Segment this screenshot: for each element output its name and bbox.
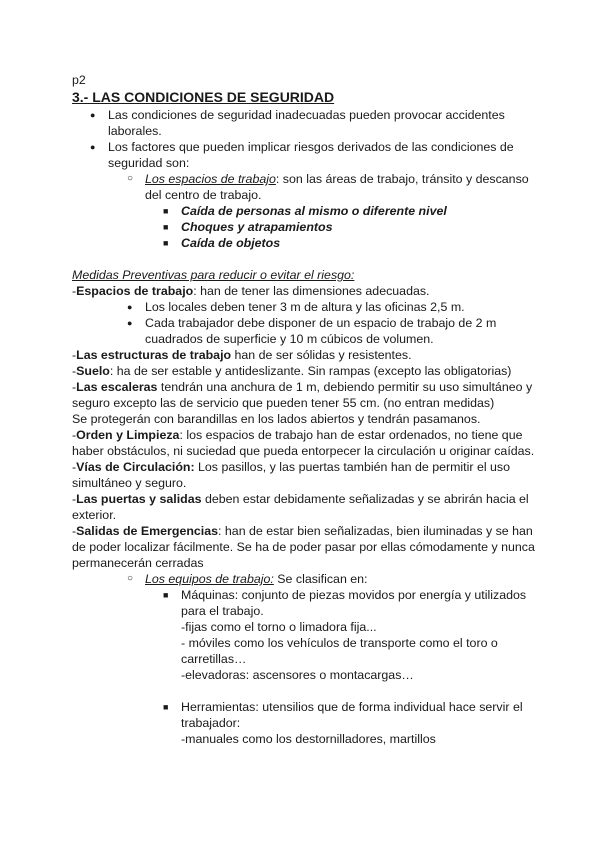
bullet-dot-icon: ●	[90, 110, 96, 120]
maquinas-line3: -fijas como el torno o limadora fija...	[181, 620, 377, 634]
vias-line2: simultáneo y seguro.	[72, 476, 187, 490]
bullet-dot-icon: ●	[127, 302, 133, 312]
estructuras-line	[72, 347, 412, 363]
dash: -	[72, 380, 77, 394]
espacios-def2: del centro de trabajo.	[145, 188, 262, 202]
espacios-trabajo-text: : han de tener las dimensiones adecuadas.	[193, 284, 430, 298]
dash: -	[72, 524, 77, 538]
herramientas-line3: -manuales como los destornilladores, martillos	[181, 732, 436, 746]
estructuras-label: Las estructuras de trabajo	[76, 348, 232, 362]
intro-bullet-2-line1: Los factores que pueden implicar riesgos derivados de las condiciones de	[108, 140, 514, 154]
escaleras-line1	[72, 379, 532, 395]
espacios-sub2-line2: cuadrados de superficie y 10 m cúbicos de volumen.	[145, 332, 434, 346]
salidas-line2: de poder localizar fácilmente. Se ha de poder pasar por ellas cómodamente y nunca	[72, 540, 535, 554]
bullet-dot-icon: ●	[90, 142, 96, 152]
equipos-text: Se clasifican en:	[273, 572, 368, 586]
bullet-circle-icon: ○	[127, 173, 134, 184]
escaleras-text: tendrán una anchura de 1 m, debiendo permitir su uso simultáneo y	[157, 380, 533, 394]
dash: -	[72, 428, 77, 442]
orden-line1	[72, 427, 523, 443]
salidas-line1	[72, 523, 533, 539]
suelo-label: Suelo	[76, 364, 110, 378]
dash: -	[72, 460, 77, 474]
salidas-line3: permanecerán cerradas	[72, 556, 204, 570]
page-label: p2	[72, 73, 86, 87]
bullet-dot-icon: ●	[127, 318, 133, 328]
bullet-square-icon: ■	[163, 702, 169, 712]
puertas-text: deben estar debidamente señalizadas y se abrirán hacia el	[201, 492, 529, 506]
dash: -	[72, 348, 77, 362]
herramientas-line2: trabajador:	[181, 716, 241, 730]
espacios-trabajo-label: Espacios de trabajo	[76, 284, 194, 298]
suelo-line	[72, 363, 511, 379]
vias-label: Vías de Circulación:	[76, 460, 195, 474]
dash: -	[72, 284, 77, 298]
salidas-text: : han de estar bien señalizadas, bien iluminadas y se han	[218, 524, 533, 538]
salidas-label: Salidas de Emergencias	[76, 524, 219, 538]
espacios-def1: : son las áreas de trabajo, tránsito y descanso	[275, 172, 529, 186]
vias-line1	[72, 459, 510, 475]
risk-item: Choques y atrapamientos	[181, 220, 333, 234]
vias-text: Los pasillos, y las puertas también han de permitir el uso	[194, 460, 511, 474]
bullet-square-icon: ■	[163, 222, 169, 232]
equipos-term: Los equipos de trabajo:	[145, 572, 274, 586]
espacios-sub1: Los locales deben tener 3 m de altura y las oficinas 2,5 m.	[145, 300, 465, 314]
estructuras-text: han de ser sólidas y resistentes.	[231, 348, 412, 362]
bullet-square-icon: ■	[163, 238, 169, 248]
espacios-term: Los espacios de trabajo	[145, 172, 276, 186]
maquinas-line5: carretillas…	[181, 652, 247, 666]
dash: -	[72, 492, 77, 506]
section-title: 3.- LAS CONDICIONES DE SEGURIDAD	[72, 89, 335, 105]
bullet-square-icon: ■	[163, 590, 169, 600]
herramientas-line1: Herramientas: utensilios que de forma individual hace servir el	[181, 700, 523, 714]
bullet-square-icon: ■	[163, 206, 169, 216]
puertas-line2: exterior.	[72, 508, 117, 522]
orden-label: Orden y Limpieza	[76, 428, 180, 442]
dash: -	[72, 364, 77, 378]
escaleras-line2: seguro excepto las de servicio que pueden tener 55 cm. (no entran medidas)	[72, 396, 495, 410]
intro-bullet-2-line2: seguridad son:	[108, 156, 190, 170]
intro-bullet-1-line1: Las condiciones de seguridad inadecuadas pueden provocar accidentes	[108, 108, 505, 122]
maquinas-line1: Máquinas: conjunto de piezas movidos por energía y utilizados	[181, 588, 527, 602]
espacios-line1	[145, 171, 529, 187]
orden-text: : los espacios de trabajo han de estar ordenados, no tiene que	[179, 428, 523, 442]
maquinas-line4: - móviles como los vehículos de transporte como el toro o	[181, 636, 498, 650]
intro-bullet-1-line2: laborales.	[108, 124, 162, 138]
maquinas-line6: -elevadoras: ascensores o montacargas…	[181, 668, 414, 682]
puertas-line1	[72, 491, 529, 507]
bullet-circle-icon: ○	[127, 573, 134, 584]
espacios-trabajo-line	[72, 283, 430, 299]
suelo-text: : ha de ser estable y antideslizante. Sin rampas (excepto las obligatorias)	[109, 364, 512, 378]
escaleras-label: Las escaleras	[76, 380, 158, 394]
equipos-line	[145, 571, 368, 587]
orden-line2: haber obstáculos, ni suciedad que pueda entorpecer la circulación u originar caídas.	[72, 444, 535, 458]
medidas-heading: Medidas Preventivas para reducir o evitar el riesgo:	[72, 268, 355, 282]
espacios-sub2-line1: Cada trabajador debe disponer de un espacio de trabajo de 2 m	[145, 316, 497, 330]
risk-item: Caída de personas al mismo o diferente nivel	[181, 204, 447, 218]
puertas-label: Las puertas y salidas	[76, 492, 202, 506]
maquinas-line2: para el trabajo.	[181, 604, 264, 618]
escaleras-line3: Se protegerán con barandillas en los lados abiertos y tendrán pasamanos.	[72, 412, 481, 426]
risk-item: Caída de objetos	[181, 236, 281, 250]
